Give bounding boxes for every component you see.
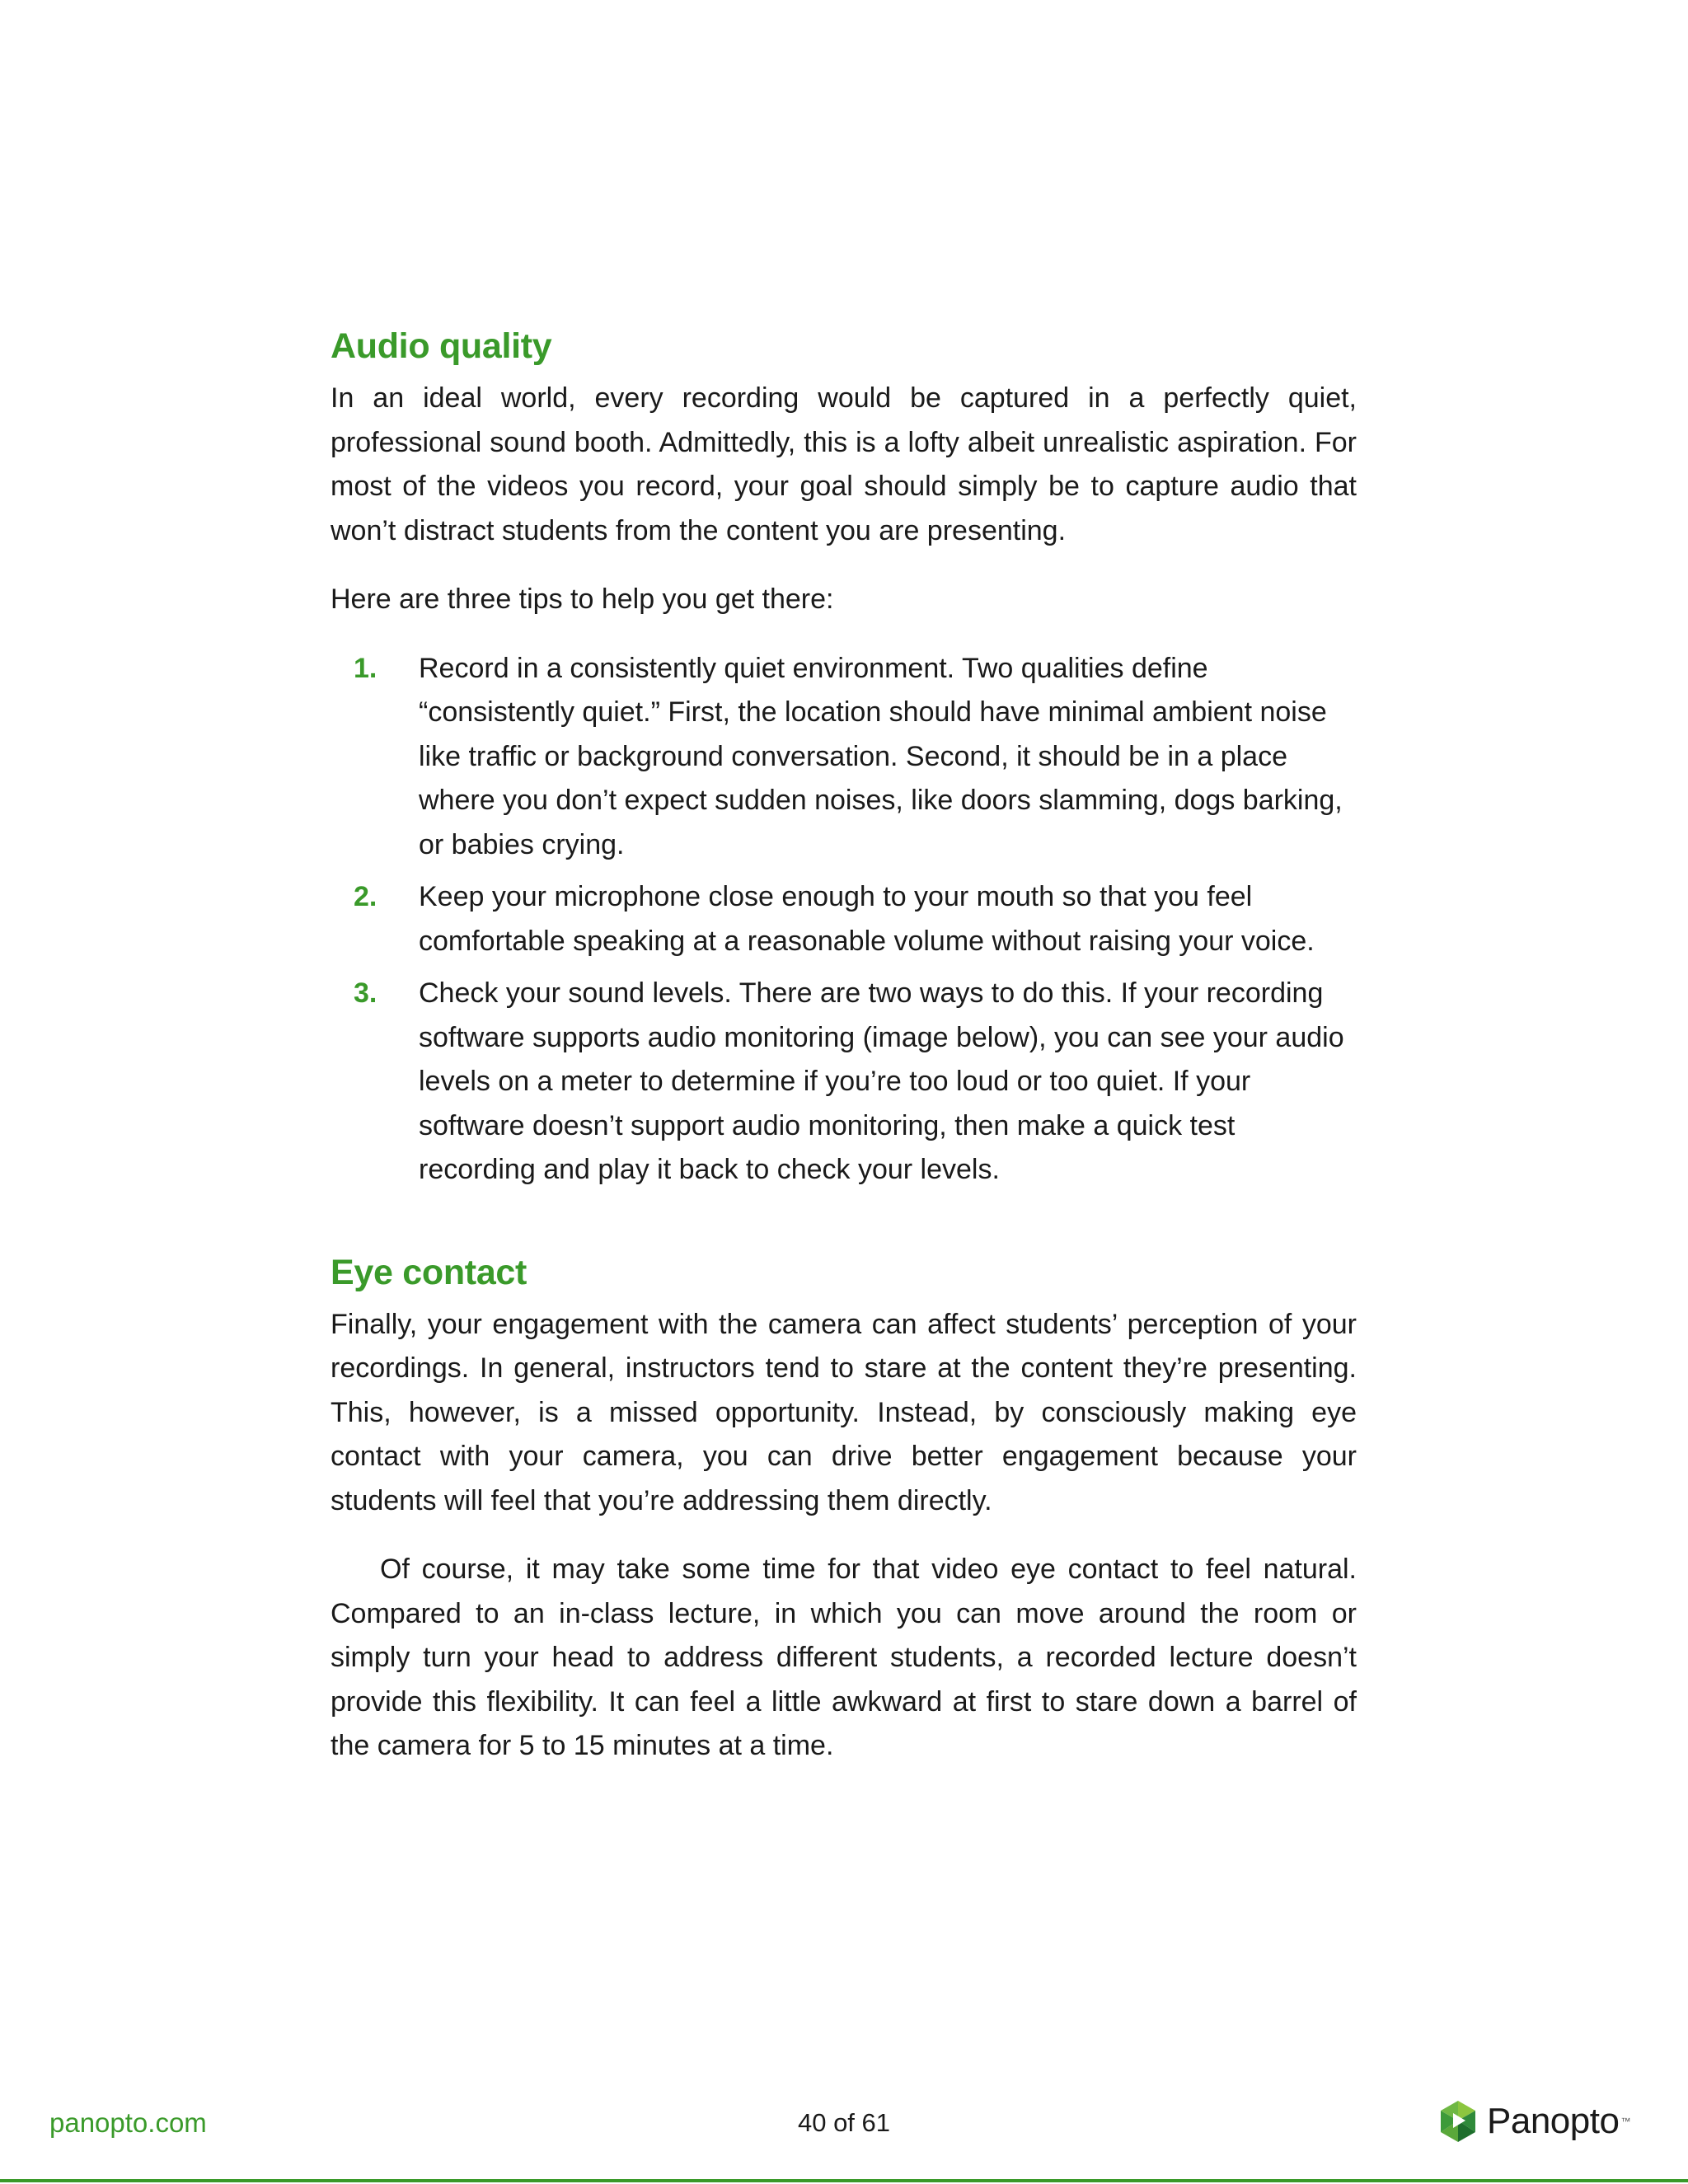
eye-contact-section — [331, 1252, 1357, 1769]
eye-contact-heading: Eye contact — [331, 1252, 528, 1292]
list-number: 3. — [354, 977, 377, 1009]
page-number: 40 of 61 — [797, 2108, 891, 2137]
list-item-text: Check your sound levels. There are two ways to do this. If your recording software supports audio monitoring (image below), you can see your audio levels on a meter to determine if you’re too loud or too quiet. If your software doesn’t support audio monitoring, then make a quick test recording and play it back to check your levels. — [419, 977, 1344, 1185]
list-item-text: Record in a consistently quiet environment. Two qualities define “consistently quiet.” First, the location should have minimal ambient noise like traffic or background conversation. Second, it should be in a place where you don’t expect sudden noises, like doors slamming, dogs barking, or babies crying. — [419, 652, 1343, 860]
list-item — [331, 972, 1357, 1193]
audio-quality-heading: Audio quality — [331, 326, 552, 366]
list-item-text: Keep your microphone close enough to your mouth so that you feel comfortable speaking at a reasonable volume without raising your voice. — [419, 881, 1315, 957]
trademark-mark: ™ — [1620, 2116, 1630, 2127]
panopto-logo — [1437, 2098, 1630, 2144]
footer-rule — [0, 2179, 1688, 2182]
list-number: 1. — [354, 652, 377, 684]
document-body — [331, 326, 1357, 1769]
list-item — [331, 647, 1357, 868]
section-spacer — [331, 1201, 1357, 1252]
tips-list — [331, 647, 1357, 1193]
footer-site-link[interactable]: panopto.com — [49, 2107, 207, 2138]
tips-lead-paragraph: Here are three tips to help you get there: — [331, 583, 834, 615]
audio-intro-paragraph: In an ideal world, every recording would be captured in a perfectly quiet, professional sound booth. Admittedly, this is a lofty albeit unrealistic aspiration. For most of the videos you record, your goal should simply be to capture audio that won’t distract students from the content you are presenting. — [331, 382, 1357, 546]
eye-contact-paragraph-2: Of course, it may take some time for that video eye contact to feel natural. Compared to an in-class lecture, in which you can move around the room or simply turn your head to address different students, a recorded lecture doesn’t provide this flexibility. It can feel a little awkward at first to stare down a barrel of the camera for 5 to 15 minutes at a time. — [331, 1554, 1357, 1761]
list-item — [331, 875, 1357, 963]
panopto-wordmark — [1487, 2098, 1630, 2144]
eye-contact-paragraph-1: Finally, your engagement with the camera can affect students’ perception of your recordings. In general, instructors tend to stare at the content they’re presenting. This, however, is a missed opportunity. Instead, by consciously making eye contact with your camera, you can drive better engagement because your students will feel that you’re addressing them directly. — [331, 1308, 1357, 1516]
audio-quality-section — [331, 326, 1357, 1193]
list-number: 2. — [354, 881, 377, 912]
brand-name: Panopto — [1487, 2101, 1620, 2141]
panopto-logo-icon — [1437, 2100, 1479, 2143]
